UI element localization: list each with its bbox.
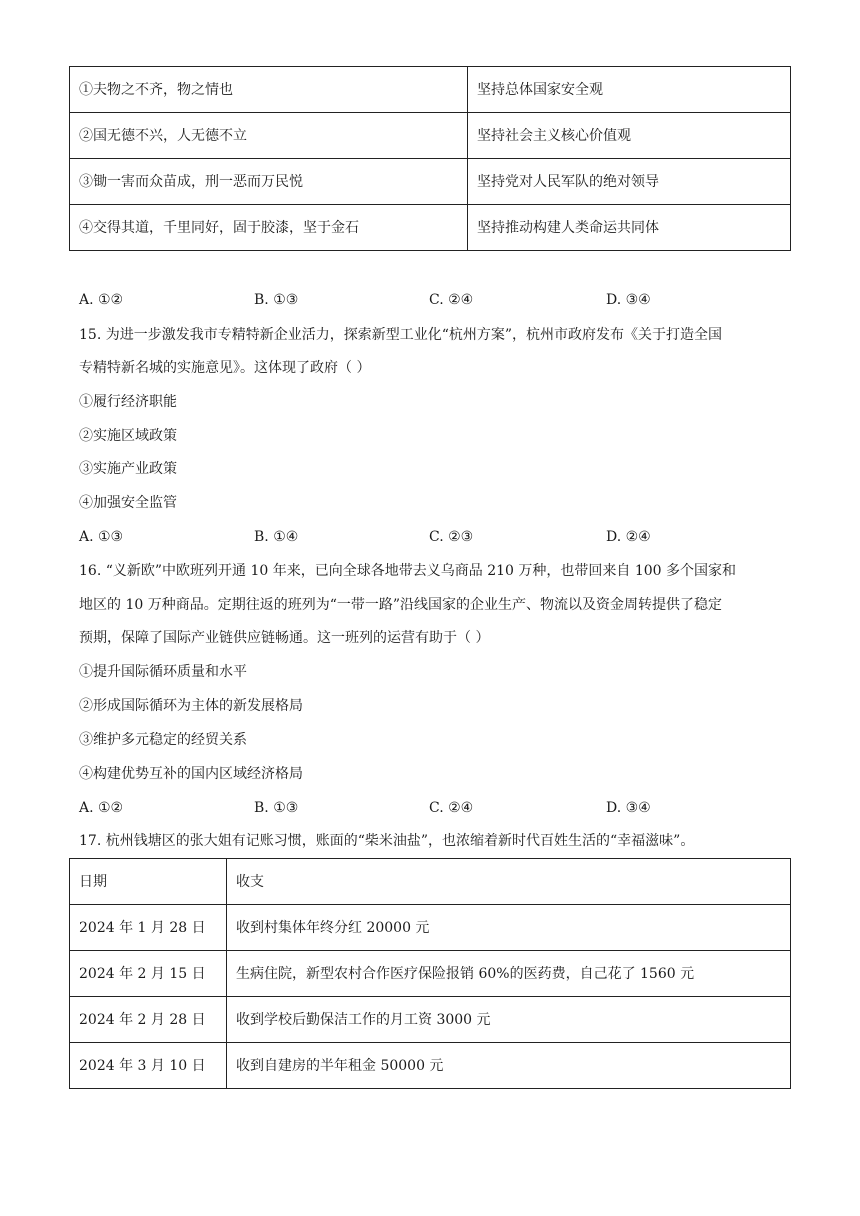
table-row [70, 113, 791, 159]
statement-item: ②形成国际循环为主体的新发展格局 [79, 698, 303, 714]
statement-item: ④加强安全监管 [79, 495, 177, 511]
option-b[interactable]: B. ①③ [254, 800, 299, 816]
table-cell: 收到村集体年终分红 20000 元 [227, 905, 791, 951]
option-c[interactable]: C. ②④ [429, 800, 474, 816]
table-cell: 收到学校后勤保洁工作的月工资 3000 元 [227, 997, 791, 1043]
table-cell: ①夫物之不齐，物之情也 [70, 67, 468, 113]
option-b[interactable]: B. ①④ [254, 529, 299, 545]
question-15-stem: 15. 为进一步激发我市专精特新企业活力，探索新型工业化“杭州方案”，杭州市政府发布《关于打造全国 [79, 327, 723, 343]
question-16-stem: 16. “义新欧”中欧班列开通 10 年来，已向全球各地带去义乌商品 210 万种，也带回来自 100 多个国家和 [79, 563, 736, 579]
statement-item: ③维护多元稳定的经贸关系 [79, 732, 247, 748]
quote-matching-table [69, 66, 791, 251]
option-c[interactable]: C. ②③ [429, 529, 474, 545]
table-row [70, 951, 791, 997]
q14-options [79, 290, 799, 310]
option-d[interactable]: D. ③④ [606, 800, 651, 816]
q15-options [79, 527, 799, 547]
table-cell: 2024 年 1 月 28 日 [70, 905, 227, 951]
table-cell: 生病住院，新型农村合作医疗保险报销 60%的医药费，自己花了 1560 元 [227, 951, 791, 997]
table-cell: 2024 年 2 月 28 日 [70, 997, 227, 1043]
option-a[interactable]: A. ①② [79, 292, 124, 308]
table-row [70, 905, 791, 951]
question-15-stem: 专精特新名城的实施意见》。这体现了政府（ ） [79, 360, 371, 376]
option-b[interactable]: B. ①③ [254, 292, 299, 308]
option-a[interactable]: A. ①② [79, 800, 124, 816]
table-cell: 坚持总体国家安全观 [468, 67, 791, 113]
option-d[interactable]: D. ②④ [606, 529, 651, 545]
question-16-stem: 预期，保障了国际产业链供应链畅通。这一班列的运营有助于（ ） [79, 630, 490, 646]
question-16-stem: 地区的 10 万种商品。定期往返的班列为“一带一路”沿线国家的企业生产、物流以及资金周转提供了稳定 [79, 597, 723, 613]
table-cell: ②国无德不兴，人无德不立 [70, 113, 468, 159]
table-row [70, 67, 791, 113]
table-cell: 收到自建房的半年租金 50000 元 [227, 1043, 791, 1089]
table-cell: 坚持社会主义核心价值观 [468, 113, 791, 159]
question-17-stem: 17. 杭州钱塘区的张大姐有记账习惯，账面的“柴米油盐”，也浓缩着新时代百姓生活的“幸福滋味”。 [79, 833, 695, 849]
table-header-row [70, 859, 791, 905]
table-row [70, 159, 791, 205]
table-cell: ③锄一害而众苗成，刑一恶而万民悦 [70, 159, 468, 205]
statement-item: ④构建优势互补的国内区域经济格局 [79, 766, 303, 782]
table-cell: 2024 年 2 月 15 日 [70, 951, 227, 997]
option-a[interactable]: A. ①③ [79, 529, 124, 545]
table-cell: 坚持党对人民军队的绝对领导 [468, 159, 791, 205]
statement-item: ①履行经济职能 [79, 394, 177, 410]
table-cell: ④交得其道，千里同好，固于胶漆，坚于金石 [70, 205, 468, 251]
ledger-table [69, 858, 791, 1089]
option-c[interactable]: C. ②④ [429, 292, 474, 308]
statement-item: ①提升国际循环质量和水平 [79, 664, 247, 680]
table-row [70, 997, 791, 1043]
statement-item: ②实施区域政策 [79, 428, 177, 444]
column-header-income-expense: 收支 [227, 859, 791, 905]
option-d[interactable]: D. ③④ [606, 292, 651, 308]
table-row [70, 1043, 791, 1089]
table-cell: 2024 年 3 月 10 日 [70, 1043, 227, 1089]
column-header-date: 日期 [70, 859, 227, 905]
table-row [70, 205, 791, 251]
statement-item: ③实施产业政策 [79, 461, 177, 477]
table-cell: 坚持推动构建人类命运共同体 [468, 205, 791, 251]
q16-options [79, 798, 799, 818]
